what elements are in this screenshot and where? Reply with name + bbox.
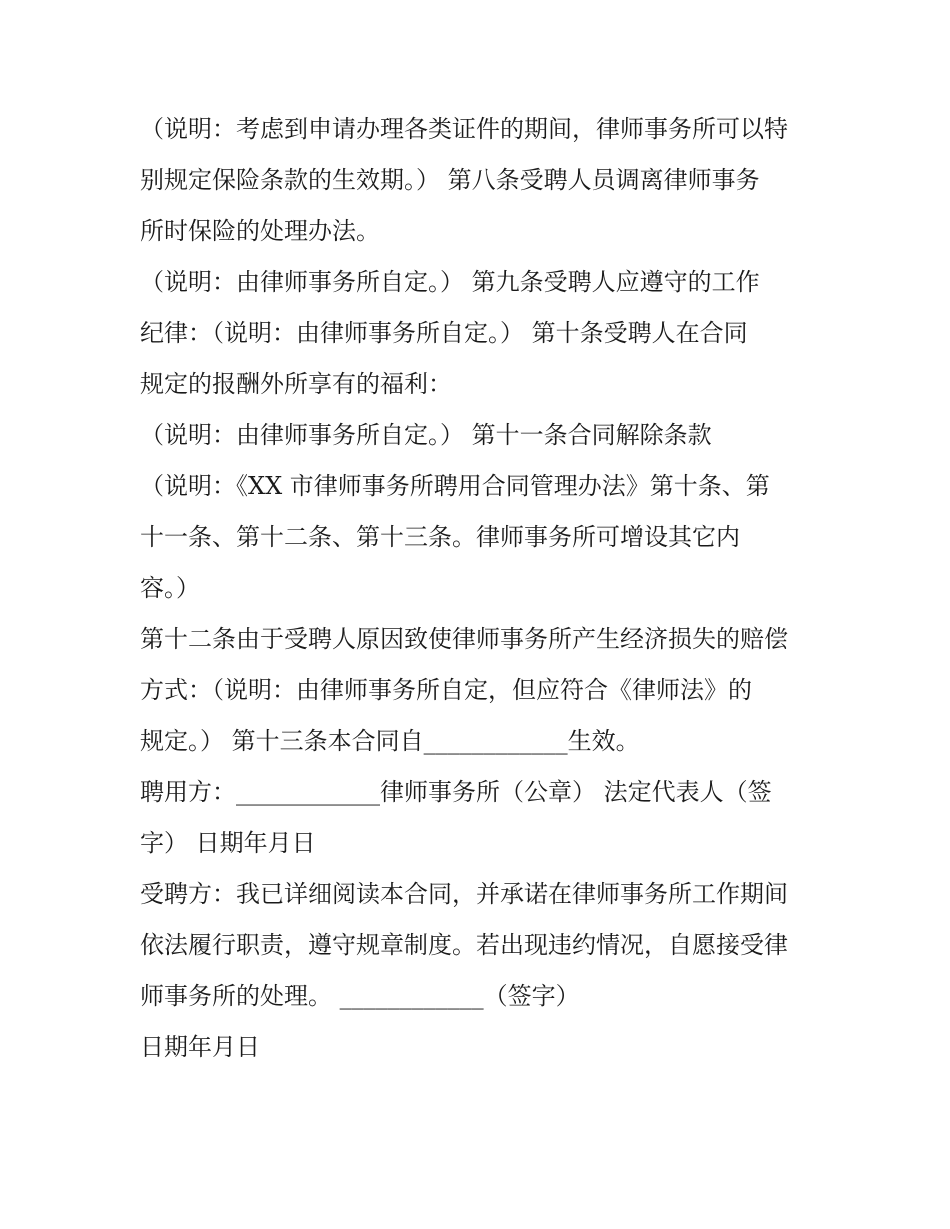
text-line: 别规定保险条款的生效期。） 第八条受聘人员调离律师事务 <box>140 166 760 194</box>
text-line: 十一条、第十二条、第十三条。律师事务所可增设其它内 <box>140 523 740 551</box>
text-line: 聘用方：____________律师事务所（公章） 法定代表人（签 <box>140 778 772 806</box>
text-line: （说明：考虑到申请办理各类证件的期间，律师事务所可以特 <box>140 115 788 143</box>
text-line: 方式：（说明：由律师事务所自定，但应符合《律师法》的 <box>140 676 752 704</box>
text-line: 规定。） 第十三条本合同自____________生效。 <box>140 727 640 755</box>
text-line: 师事务所的处理。 ____________（签字） <box>140 982 580 1010</box>
text-line: （说明：由律师事务所自定。） 第十一条合同解除条款 <box>140 421 712 449</box>
text-line: 依法履行职责，遵守规章制度。若出现违约情况，自愿接受律 <box>140 931 788 959</box>
text-line: （说明：《XX 市律师事务所聘用合同管理办法》第十条、第 <box>140 472 770 500</box>
text-line: 规定的报酬外所享有的福利： <box>140 370 452 398</box>
text-line: 字） 日期年月日 <box>140 829 316 857</box>
contract-text <box>140 104 830 1073</box>
text-line: 受聘方：我已详细阅读本合同，并承诺在律师事务所工作期间 <box>140 880 788 908</box>
text-line: 日期年月日 <box>140 1033 260 1061</box>
text-line: （说明：由律师事务所自定。） 第九条受聘人应遵守的工作 <box>140 268 760 296</box>
text-line: 第十二条由于受聘人原因致使律师事务所产生经济损失的赔偿 <box>140 625 788 653</box>
text-line: 所时保险的处理办法。 <box>140 217 380 245</box>
text-line: 容。） <box>140 574 200 602</box>
text-line: 纪律：（说明：由律师事务所自定。） 第十条受聘人在合同 <box>140 319 748 347</box>
